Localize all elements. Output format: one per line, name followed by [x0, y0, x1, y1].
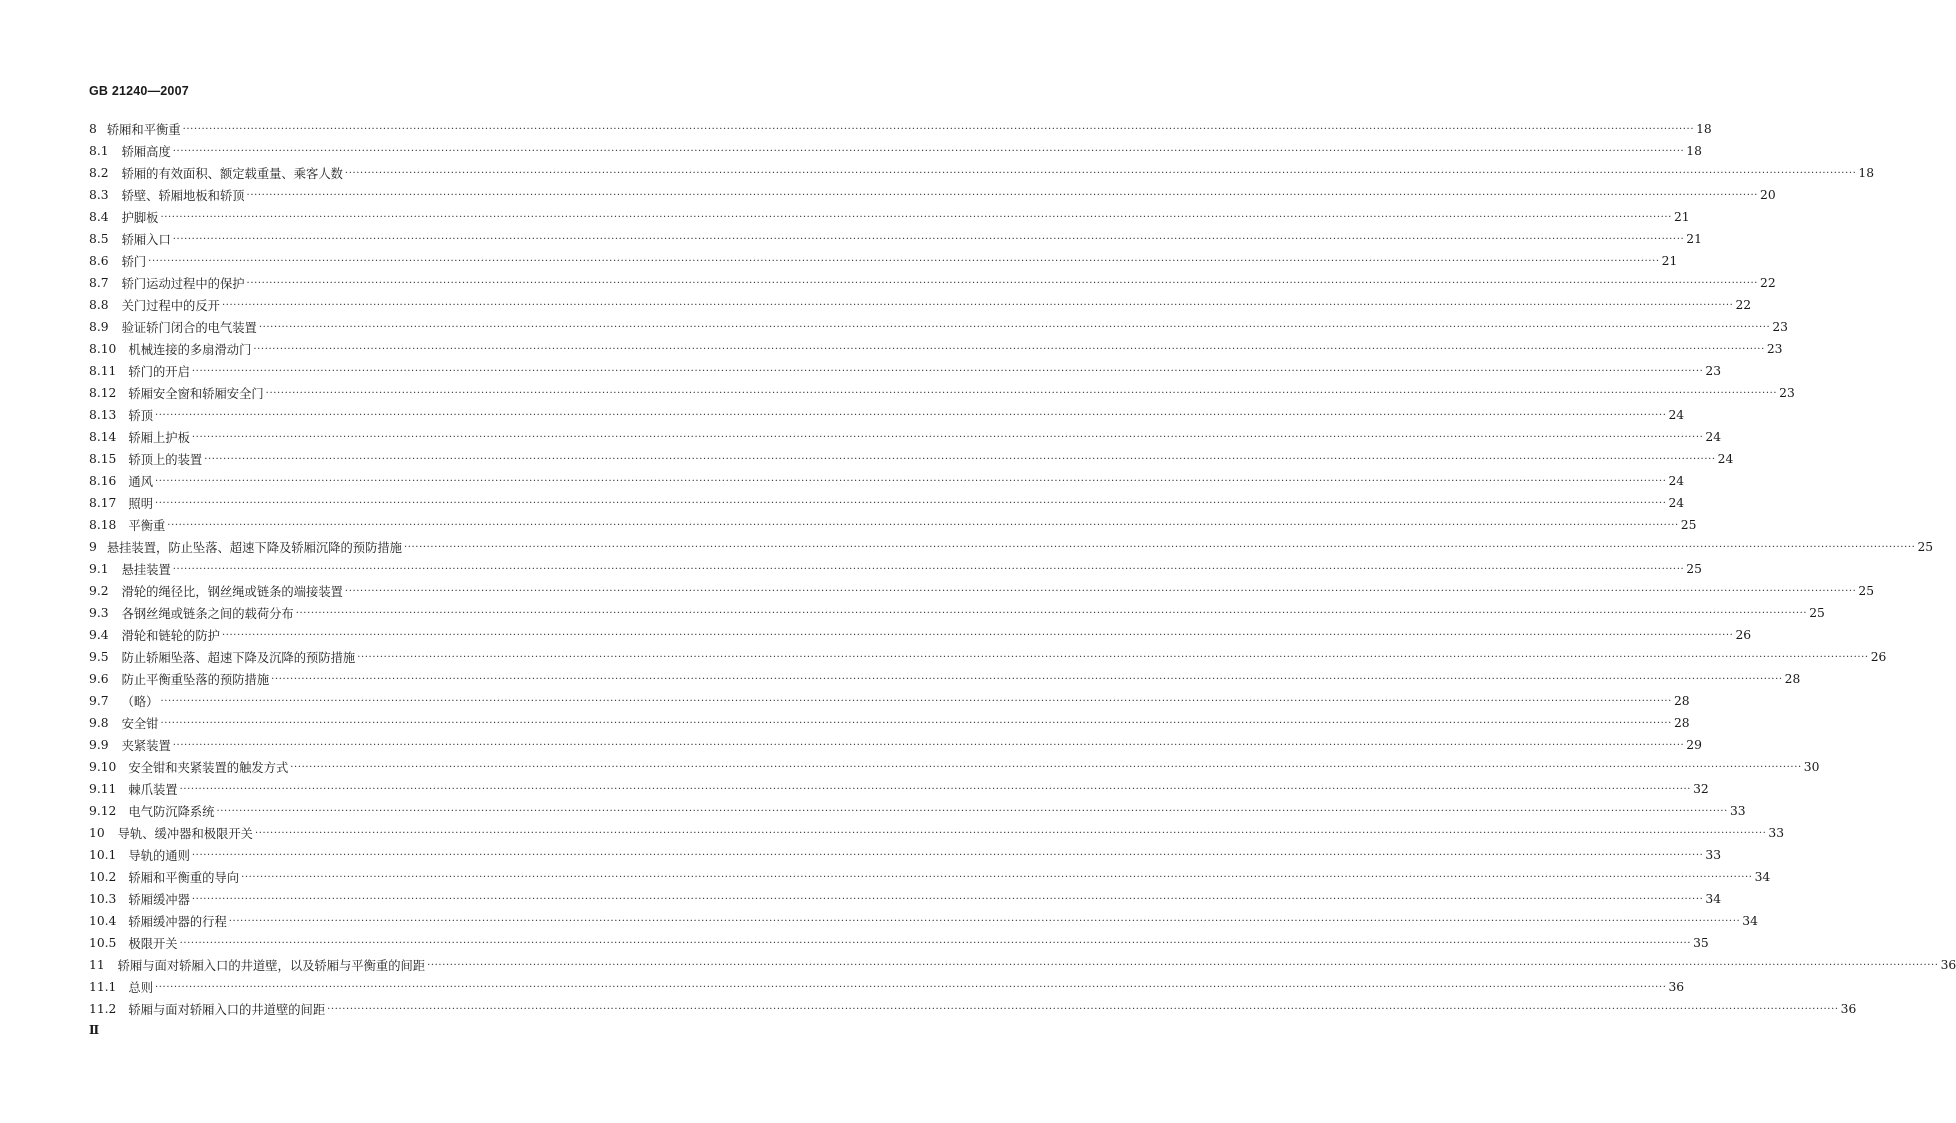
toc-entry-title: 轿顶上的装置 — [128, 453, 203, 467]
toc-entry-page: 25 — [1917, 540, 1934, 554]
toc-entry[interactable] — [89, 426, 1722, 448]
toc-leader-dots: ················································································································································································································································································································································································································ — [172, 739, 1685, 751]
toc-entry-title: 悬挂装置，防止坠落、超速下降及轿厢沉降的预防措施 — [106, 541, 402, 555]
toc-entry-number: 8.4 — [89, 210, 109, 224]
toc-leader-dots: ················································································································································································································································································································································································································ — [172, 233, 1685, 245]
toc-entry-title: 关门过程中的反开 — [121, 299, 220, 313]
toc-entry[interactable] — [89, 998, 1857, 1020]
toc-entry-number: 8.2 — [89, 166, 109, 180]
toc-entry-title: 导轨的通则 — [128, 849, 190, 863]
toc-entry-number: 9.6 — [89, 672, 109, 686]
toc-entry[interactable] — [89, 734, 1702, 756]
toc-entry[interactable] — [89, 162, 1875, 184]
toc-entry-title: 极限开关 — [128, 937, 178, 951]
toc-entry[interactable] — [89, 448, 1734, 470]
toc-entry[interactable] — [89, 338, 1783, 360]
toc-leader-dots: ················································································································································································································································································································································································································ — [204, 453, 1716, 465]
toc-entry-page: 25 — [1680, 518, 1697, 532]
toc-entry-number: 9.9 — [89, 738, 109, 752]
toc-entry[interactable] — [89, 778, 1709, 800]
toc-entry-number: 9.11 — [89, 782, 117, 796]
toc-entry-title: 悬挂装置 — [121, 563, 171, 577]
toc-entry-page: 24 — [1668, 474, 1685, 488]
toc-leader-dots: ················································································································································································································································································································································································································ — [160, 695, 1672, 707]
toc-entry[interactable] — [89, 470, 1685, 492]
toc-leader-dots: ················································································································································································································································································································································································································ — [253, 343, 1765, 355]
toc-leader-dots: ················································································································································································································································································································································································································ — [290, 761, 1802, 773]
toc-entry-number: 10 — [89, 826, 105, 840]
toc-entry-number: 8.15 — [89, 452, 117, 466]
toc-entry-number: 10.5 — [89, 936, 117, 950]
toc-leader-dots: ················································································································································································································································································································································································································ — [148, 255, 1660, 267]
toc-entry[interactable] — [89, 272, 1776, 294]
toc-leader-dots: ················································································································································································································································································································································································································ — [167, 519, 1679, 531]
toc-leader-dots: ················································································································································································································································································································································································································ — [191, 431, 1704, 443]
toc-entry-title: 导轨、缓冲器和极限开关 — [117, 827, 253, 841]
toc-leader-dots: ················································································································································································································································································································································································································ — [191, 893, 1704, 905]
toc-entry-page: 33 — [1729, 804, 1746, 818]
toc-entry-title: 机械连接的多扇滑动门 — [128, 343, 252, 357]
toc-entry-title: 安全钳 — [121, 717, 159, 731]
toc-entry[interactable] — [89, 646, 1887, 668]
toc-leader-dots: ················································································································································································································································································································································································································ — [228, 915, 1741, 927]
toc-entry[interactable] — [89, 712, 1690, 734]
toc-leader-dots: ················································································································································································································································································································································································································ — [216, 805, 1728, 817]
toc-entry-title: 轿厢缓冲器 — [128, 893, 190, 907]
toc-entry-number: 9.10 — [89, 760, 117, 774]
toc-entry-number: 11 — [89, 958, 105, 972]
toc-entry-number: 8.6 — [89, 254, 109, 268]
toc-entry-title: 验证轿门闭合的电气装置 — [121, 321, 257, 335]
toc-leader-dots: ················································································································································································································································································································································································································ — [295, 607, 1808, 619]
toc-entry[interactable] — [89, 844, 1722, 866]
page-number-footer: Ⅱ — [89, 1023, 100, 1037]
toc-leader-dots: ················································································································································································································································································································································································································ — [172, 145, 1685, 157]
toc-entry-number: 8.18 — [89, 518, 117, 532]
toc-entry-page: 25 — [1809, 606, 1825, 620]
document-code-header: GB 21240—2007 — [89, 84, 189, 98]
toc-entry[interactable] — [89, 954, 1956, 976]
toc-entry[interactable] — [89, 822, 1785, 844]
toc-entry-page: 25 — [1686, 562, 1702, 576]
toc-entry[interactable] — [89, 866, 1771, 888]
toc-entry-title: 安全钳和夹紧装置的触发方式 — [128, 761, 289, 775]
toc-entry-page: 23 — [1705, 364, 1722, 378]
toc-entry-number: 8.16 — [89, 474, 117, 488]
toc-entry-title: 照明 — [128, 497, 153, 511]
toc-entry-page: 26 — [1870, 650, 1887, 664]
toc-leader-dots: ················································································································································································································································································································································································································ — [182, 123, 1695, 135]
toc-entry[interactable] — [89, 580, 1875, 602]
toc-entry-page: 34 — [1742, 914, 1758, 928]
toc-entry-page: 28 — [1784, 672, 1801, 686]
toc-entry-title: 通风 — [128, 475, 153, 489]
toc-entry-page: 34 — [1705, 892, 1722, 906]
toc-entry-title: 滑轮和链轮的防护 — [121, 629, 220, 643]
toc-entry-page: 18 — [1858, 166, 1875, 180]
toc-entry[interactable] — [89, 316, 1788, 338]
toc-entry-title: 总则 — [128, 981, 153, 995]
toc-entry[interactable] — [89, 294, 1752, 316]
toc-entry-title: 护脚板 — [121, 211, 159, 225]
toc-entry-title: 轿厢入口 — [121, 233, 171, 247]
toc-leader-dots: ················································································································································································································································································································································································································ — [191, 365, 1704, 377]
toc-entry-number: 9.2 — [89, 584, 109, 598]
toc-entry-page: 24 — [1705, 430, 1722, 444]
toc-entry[interactable] — [89, 888, 1722, 910]
toc-entry-title: 轿厢缓冲器的行程 — [128, 915, 227, 929]
toc-entry-number: 10.1 — [89, 848, 117, 862]
toc-entry-page: 28 — [1673, 716, 1690, 730]
toc-entry-page: 25 — [1858, 584, 1875, 598]
toc-entry-page: 21 — [1661, 254, 1678, 268]
toc-entry-title: 棘爪装置 — [128, 783, 178, 797]
toc-entry-number: 11.1 — [89, 980, 117, 994]
toc-entry-number: 8.3 — [89, 188, 109, 202]
toc-leader-dots: ················································································································································································································································································································································································································ — [155, 981, 1667, 993]
toc-entry-number: 9.7 — [89, 694, 109, 708]
toc-entry[interactable] — [89, 492, 1685, 514]
toc-entry-number: 9.3 — [89, 606, 109, 620]
toc-entry[interactable] — [89, 360, 1722, 382]
toc-entry-page: 20 — [1760, 188, 1776, 202]
toc-entry-number: 8.12 — [89, 386, 117, 400]
toc-entry-number: 10.4 — [89, 914, 117, 928]
toc-leader-dots: ················································································································································································································································································································································································································ — [191, 849, 1704, 861]
toc-entry-number: 8.11 — [89, 364, 117, 378]
toc-entry[interactable] — [89, 800, 1746, 822]
toc-entry[interactable] — [89, 382, 1795, 404]
toc-entry-title: 轿厢上护板 — [128, 431, 190, 445]
toc-entry-title: 轿厢高度 — [121, 145, 171, 159]
toc-entry-title: 轿厢的有效面积、额定载重量、乘客人数 — [121, 167, 343, 181]
toc-entry-page: 22 — [1735, 298, 1752, 312]
toc-entry-number: 8.9 — [89, 320, 109, 334]
toc-entry-number: 8 — [89, 122, 97, 136]
toc-entry-page: 24 — [1717, 452, 1734, 466]
toc-entry-title: 防止轿厢坠落、超速下降及沉降的预防措施 — [121, 651, 356, 665]
toc-entry[interactable] — [89, 140, 1702, 162]
toc-entry-number: 9.5 — [89, 650, 109, 664]
toc-leader-dots: ················································································································································································································································································································································································································ — [327, 1003, 1839, 1015]
toc-entry-page: 22 — [1760, 276, 1776, 290]
toc-entry[interactable] — [89, 624, 1752, 646]
toc-entry-number: 9 — [89, 540, 97, 554]
toc-entry[interactable] — [89, 558, 1702, 580]
toc-entry-title: 平衡重 — [128, 519, 166, 533]
toc-entry-page: 23 — [1772, 320, 1788, 334]
toc-leader-dots: ················································································································································································································································································································································································································ — [172, 563, 1685, 575]
toc-entry-page: 36 — [1668, 980, 1685, 994]
toc-entry-title: 轿厢和平衡重 — [106, 123, 181, 137]
toc-entry-number: 10.2 — [89, 870, 117, 884]
toc-entry-title: 轿厢与面对轿厢入口的井道壁的间距 — [128, 1003, 326, 1017]
toc-entry-page: 28 — [1673, 694, 1690, 708]
toc-leader-dots: ················································································································································································································································································································································································································ — [160, 717, 1672, 729]
toc-entry-title: 轿门的开启 — [128, 365, 190, 379]
toc-entry[interactable] — [89, 250, 1678, 272]
toc-entry[interactable] — [89, 206, 1690, 228]
toc-leader-dots: ················································································································································································································································································································································································································ — [155, 475, 1667, 487]
toc-entry-number: 11.2 — [89, 1002, 117, 1016]
toc-entry-page: 24 — [1668, 408, 1685, 422]
toc-leader-dots: ················································································································································································································································································································································································································ — [155, 497, 1667, 509]
toc-entry[interactable] — [89, 184, 1776, 206]
toc-leader-dots: ················································································································································································································································································································································································································ — [403, 541, 1916, 553]
toc-entry-page: 23 — [1766, 342, 1783, 356]
toc-entry-title: 电气防沉降系统 — [128, 805, 215, 819]
toc-leader-dots: ················································································································································································································································································································································································································ — [344, 167, 1857, 179]
toc-entry-title: 夹紧装置 — [121, 739, 171, 753]
table-of-contents — [89, 118, 1956, 1020]
toc-leader-dots: ················································································································································································································································································································································································································ — [179, 783, 1692, 795]
toc-entry[interactable] — [89, 228, 1702, 250]
toc-entry[interactable] — [89, 910, 1758, 932]
toc-entry-title: 防止平衡重坠落的预防措施 — [121, 673, 270, 687]
toc-leader-dots: ················································································································································································································································································································································································································ — [246, 277, 1759, 289]
toc-entry-page: 26 — [1735, 628, 1752, 642]
toc-entry-title: 各钢丝绳或链条之间的载荷分布 — [121, 607, 294, 621]
toc-entry-title: （略） — [121, 695, 159, 709]
toc-entry-number: 8.7 — [89, 276, 109, 290]
toc-entry-title: 轿门 — [121, 255, 147, 269]
toc-entry-number: 9.8 — [89, 716, 109, 730]
toc-leader-dots: ················································································································································································································································································································································································································ — [254, 827, 1767, 839]
toc-entry-page: 32 — [1693, 782, 1709, 796]
toc-leader-dots: ················································································································································································································································································································································································································ — [221, 629, 1734, 641]
toc-leader-dots: ················································································································································································································································································································································································································ — [179, 937, 1692, 949]
toc-leader-dots: ················································································································································································································································································································································································································ — [160, 211, 1672, 223]
toc-entry-page: 21 — [1686, 232, 1702, 246]
toc-entry-page: 18 — [1696, 122, 1712, 136]
toc-entry-page: 33 — [1768, 826, 1785, 840]
toc-entry-page: 36 — [1940, 958, 1956, 972]
toc-entry-page: 23 — [1779, 386, 1795, 400]
toc-entry-title: 轿门运动过程中的保护 — [121, 277, 245, 291]
toc-entry-page: 21 — [1673, 210, 1690, 224]
toc-entry-number: 8.1 — [89, 144, 109, 158]
toc-entry-number: 8.14 — [89, 430, 117, 444]
toc-entry-number: 9.12 — [89, 804, 117, 818]
toc-entry-page: 29 — [1686, 738, 1702, 752]
toc-leader-dots: ················································································································································································································································································································································································································ — [265, 387, 1778, 399]
toc-entry[interactable] — [89, 932, 1709, 954]
toc-entry-number: 9.4 — [89, 628, 109, 642]
toc-entry-page: 34 — [1754, 870, 1771, 884]
toc-leader-dots: ················································································································································································································································································································································································································ — [155, 409, 1667, 421]
toc-entry[interactable] — [89, 118, 1712, 140]
toc-entry-page: 36 — [1840, 1002, 1857, 1016]
toc-entry[interactable] — [89, 756, 1820, 778]
toc-entry-page: 33 — [1705, 848, 1722, 862]
toc-entry-title: 滑轮的绳径比，钢丝绳或链条的端接装置 — [121, 585, 343, 599]
toc-entry-number: 9.1 — [89, 562, 109, 576]
toc-entry-title: 轿壁、轿厢地板和轿顶 — [121, 189, 245, 203]
toc-entry[interactable] — [89, 976, 1685, 998]
toc-entry-number: 8.10 — [89, 342, 117, 356]
toc-entry-number: 8.13 — [89, 408, 117, 422]
toc-leader-dots: ················································································································································································································································································································································································································ — [241, 871, 1753, 883]
toc-entry-page: 18 — [1686, 144, 1702, 158]
toc-entry-number: 8.8 — [89, 298, 109, 312]
toc-leader-dots: ················································································································································································································································································································································································································ — [357, 651, 1869, 663]
toc-entry-number: 8.5 — [89, 232, 109, 246]
toc-entry[interactable] — [89, 404, 1685, 426]
toc-entry[interactable] — [89, 690, 1690, 712]
toc-entry[interactable] — [89, 536, 1934, 558]
toc-entry-page: 24 — [1668, 496, 1685, 510]
toc-entry-page: 30 — [1803, 760, 1820, 774]
toc-leader-dots: ················································································································································································································································································································································································································ — [246, 189, 1759, 201]
toc-entry[interactable] — [89, 602, 1825, 624]
toc-entry[interactable] — [89, 514, 1697, 536]
toc-leader-dots: ················································································································································································································································································································································································································ — [427, 959, 1939, 971]
toc-leader-dots: ················································································································································································································································································································································································································ — [258, 321, 1771, 333]
toc-entry-page: 35 — [1693, 936, 1709, 950]
toc-entry-title: 轿厢安全窗和轿厢安全门 — [128, 387, 264, 401]
toc-entry-title: 轿顶 — [128, 409, 153, 423]
toc-entry-number: 8.17 — [89, 496, 117, 510]
toc-entry-title: 轿厢和平衡重的导向 — [128, 871, 240, 885]
toc-entry[interactable] — [89, 668, 1801, 690]
toc-leader-dots: ················································································································································································································································································································································································································ — [221, 299, 1734, 311]
toc-leader-dots: ················································································································································································································································································································································································································ — [271, 673, 1783, 685]
toc-entry-number: 10.3 — [89, 892, 117, 906]
toc-leader-dots: ················································································································································································································································································································································································································ — [344, 585, 1857, 597]
toc-entry-title: 轿厢与面对轿厢入口的井道壁，以及轿厢与平衡重的间距 — [117, 959, 426, 973]
